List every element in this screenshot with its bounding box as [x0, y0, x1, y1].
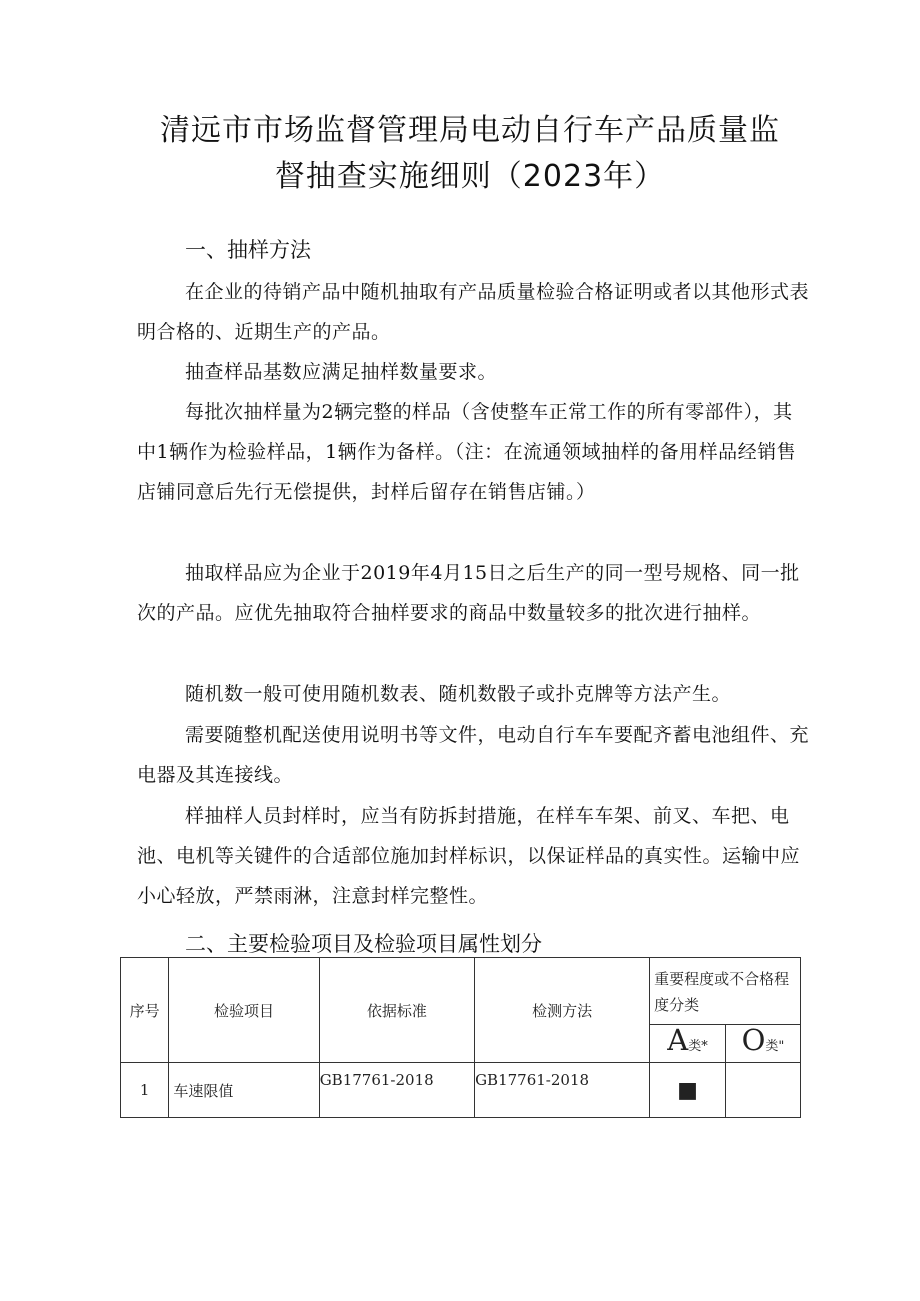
title-line-2: 督抽查实施细则（2023年）	[274, 159, 666, 194]
row-item: 车速限值	[169, 1063, 319, 1118]
table-header-row	[121, 958, 801, 1025]
header-standard: 依据标准	[319, 958, 474, 1063]
paragraph-5: 随机数一般可使用随机数表、随机数骰子或扑克牌等方法产生。	[185, 683, 732, 705]
section-2-heading: 二、主要检验项目及检验项目属性划分	[185, 932, 542, 956]
header-class-b	[725, 1025, 800, 1063]
table-row	[121, 1063, 801, 1118]
paragraph-7: 样抽样人员封样时，应当有防拆封措施，在样车车架、前叉、车把、电池、电机等关键件的合适部位施加封样标识，以保证样品的真实性。运输中应小心轻放，严禁雨淋，注意封样完整性。	[137, 805, 801, 907]
row-method: GB17761-2018	[475, 1063, 650, 1118]
row-class-a-mark: ■	[650, 1063, 726, 1118]
paragraph-3: 每批次抽样量为2辆完整的样品（含使整车正常工作的所有零部件），其中1辆作为检验样品，1辆作为备样。（注：在流通领域抽样的备用样品经销售店铺同意后先行无偿提供，封样后留存在销售店铺。）	[137, 401, 797, 503]
row-num: 1	[121, 1063, 169, 1118]
class-b-letter: O	[741, 1023, 766, 1057]
header-class-a	[650, 1025, 726, 1063]
inspection-items-table	[120, 957, 801, 1118]
title-line-1: 清远市市场监督管理局电动自行车产品质量监	[160, 113, 780, 148]
header-num: 序号	[121, 958, 169, 1063]
class-a-letter: A	[667, 1023, 689, 1057]
class-a-suffix: 类*	[688, 1039, 708, 1054]
section-1-heading: 一、抽样方法	[185, 238, 311, 262]
header-item: 检验项目	[169, 958, 319, 1063]
paragraph-2: 抽查样品基数应满足抽样数量要求。	[185, 361, 498, 383]
paragraph-6: 需要随整机配送使用说明书等文件，电动自行车车要配齐蓄电池组件、充电器及其连接线。	[137, 724, 810, 786]
header-classification: 重要程度或不合格程度分类	[650, 958, 801, 1025]
header-method: 检测方法	[475, 958, 650, 1063]
document-title	[120, 108, 820, 200]
row-class-b-mark	[725, 1063, 800, 1118]
class-b-suffix: 类"	[765, 1039, 785, 1054]
paragraph-4: 抽取样品应为企业于2019年4月15日之后生产的同一型号规格、同一批次的产品。应优先抽取符合抽样要求的商品中数量较多的批次进行抽样。	[137, 562, 800, 624]
paragraph-1: 在企业的待销产品中随机抽取有产品质量检验合格证明或者以其他形式表明合格的、近期生产的产品。	[137, 281, 810, 343]
row-standard: GB17761-2018	[319, 1063, 474, 1118]
